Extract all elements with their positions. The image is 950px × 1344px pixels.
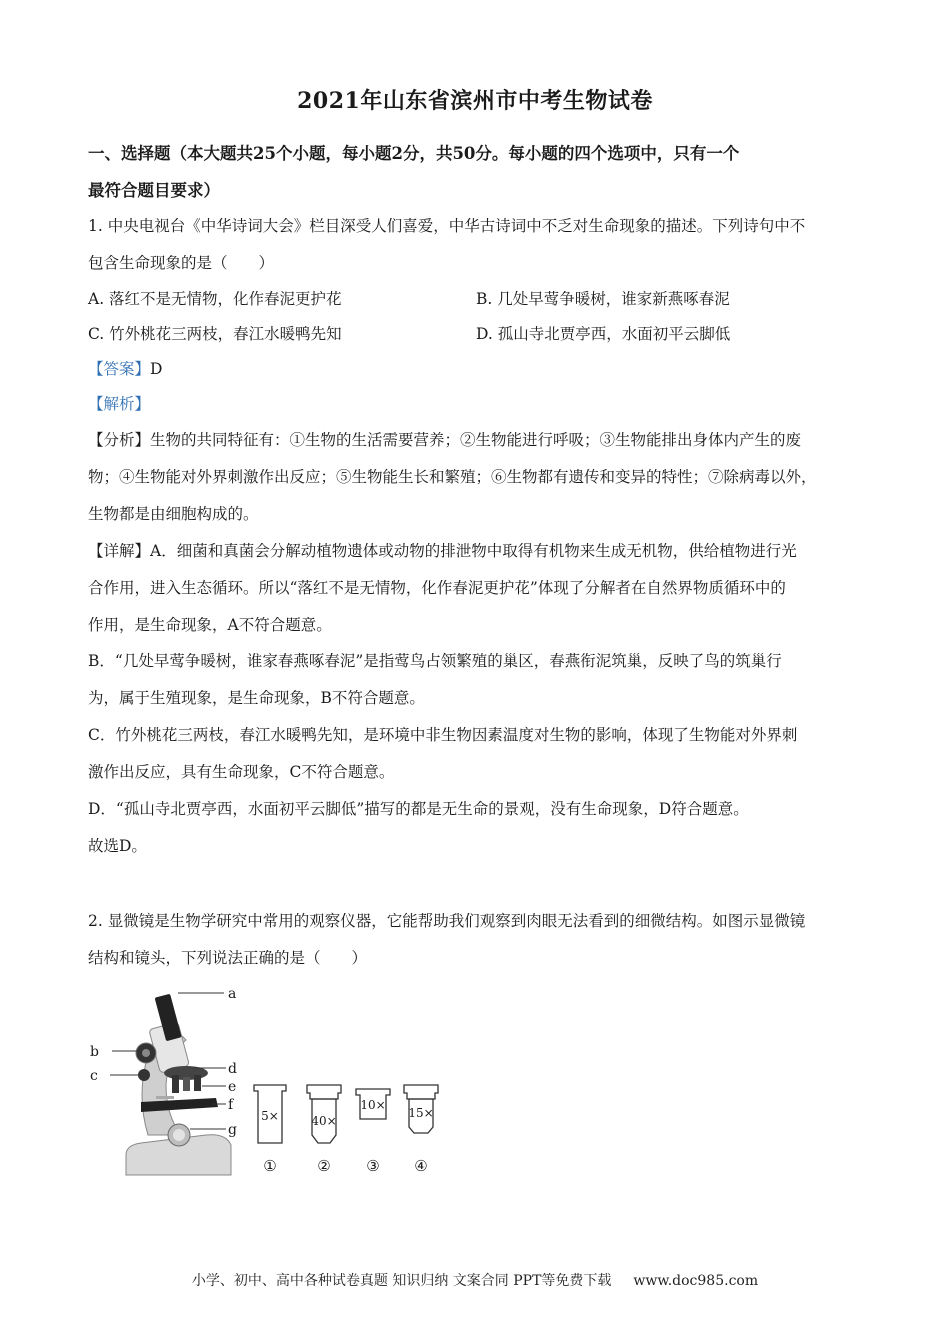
lens-3-mag: 10×: [360, 1098, 386, 1112]
section-heading-cont: 最符合题目要求）: [88, 181, 220, 200]
q1-detail-4: B．“几处早莺争暖树，谁家春燕啄春泥”是指莺鸟占领繁殖的巢区，春燕衔泥筑巢，反映了鸟的筑巢行: [88, 652, 782, 670]
page-footer: [0, 1270, 950, 1290]
q1-detail-6: C．竹外桃花三两枝，春江水暖鸭先知，是环境中非生物因素温度对生物的影响，体现了生物能对外界刺: [88, 726, 798, 744]
label-f: f: [228, 1097, 234, 1113]
q1-answer: [88, 357, 162, 379]
q1-option-b: B. 几处早莺争暖树，谁家新燕啄春泥: [476, 290, 730, 308]
q1-stem: 1. 中央电视台《中华诗词大会》栏目深受人们喜爱，中华古诗词中不乏对生命现象的描述。下列诗句中不: [88, 217, 806, 235]
q1-detail-5: 为，属于生殖现象，是生命现象，B不符合题意。: [88, 689, 425, 707]
q1-detail-3: 作用，是生命现象，A不符合题意。: [88, 616, 332, 634]
analysis-tag: 【解析】: [88, 395, 151, 413]
label-a: a: [228, 986, 237, 1002]
label-b: b: [90, 1044, 99, 1060]
label-c: c: [90, 1068, 98, 1084]
q2-stem-cont: 结构和镜头，下列说法正确的是（ ）: [88, 949, 368, 967]
footer-text: 小学、初中、高中各种试卷真题 知识归纳 文案合同 PPT等免费下载: [191, 1273, 612, 1289]
lens-2-top: [307, 1085, 341, 1099]
lens-2-mag: 40×: [311, 1114, 337, 1128]
mirror-center: [173, 1129, 185, 1141]
answer-value: D: [150, 360, 163, 378]
lens-2-num: ②: [317, 1157, 331, 1175]
q1-option-c: C. 竹外桃花三两枝，春江水暖鸭先知: [88, 325, 342, 343]
q1-detail-1: 【详解】A．细菌和真菌会分解动植物遗体或动物的排泄物中取得有机物来生成无机物，供给植物进行光: [88, 542, 797, 560]
lens-4-num: ④: [414, 1157, 428, 1175]
q1-option-a: A. 落红不是无情物，化作春泥更护花: [88, 290, 342, 308]
q1-fenxi-3: 生物都是由细胞构成的。: [88, 505, 259, 523]
section-heading: 一、选择题（本大题共25个小题，每小题2分，共50分。每小题的四个选项中，只有一个: [88, 144, 740, 163]
label-g: g: [228, 1122, 237, 1138]
fine-knob: [138, 1069, 150, 1081]
footer-url[interactable]: www.doc985.com: [633, 1273, 759, 1289]
lens-1-num: ①: [263, 1157, 277, 1175]
objective-lens-1: [172, 1075, 179, 1093]
label-e: e: [228, 1079, 237, 1095]
q1-detail-8: D．“孤山寺北贾亭西，水面初平云脚低”描写的都是无生命的景观，没有生命现象，D符合题意。: [88, 800, 749, 818]
answer-tag: 【答案】: [88, 360, 151, 378]
objective-lens-2: [183, 1077, 190, 1091]
q1-detail-2: 合作用，进入生态循环。所以“落红不是无情物，化作春泥更护花”体现了分解者在自然界物质循环中的: [88, 579, 786, 597]
lens-4-mag: 15×: [408, 1106, 434, 1120]
lens-4-top: [404, 1085, 438, 1099]
coarse-knob-center: [142, 1049, 150, 1057]
q2-stem: 2. 显微镜是生物学研究中常用的观察仪器，它能帮助我们观察到肉眼无法看到的细微结构。如图示显微镜: [88, 912, 806, 930]
microscope-figure: [86, 985, 466, 1195]
q1-stem-cont: 包含生命现象的是（ ）: [88, 254, 275, 272]
q1-option-d: D. 孤山寺北贾亭西，水面初平云脚低: [476, 325, 731, 343]
objective-lens-3: [194, 1075, 201, 1091]
page-title: 2021年山东省滨州市中考生物试卷: [297, 88, 653, 114]
lens-3-num: ③: [366, 1157, 380, 1175]
stage-clip: [156, 1096, 174, 1099]
q1-fenxi-2: 物；④生物能对外界刺激作出反应；⑤生物能生长和繁殖；⑥生物都有遗传和变异的特性；⑦除病毒以外，: [88, 468, 817, 486]
q1-detail-9: 故选D。: [88, 837, 147, 855]
q1-fenxi-1: 【分析】生物的共同特征有：①生物的生活需要营养；②生物能进行呼吸；③生物能排出身体内产生的废: [88, 431, 802, 449]
lens-1-mag: 5×: [261, 1109, 279, 1123]
label-d: d: [228, 1061, 237, 1077]
q1-detail-7: 激作出反应，具有生命现象，C不符合题意。: [88, 763, 395, 781]
